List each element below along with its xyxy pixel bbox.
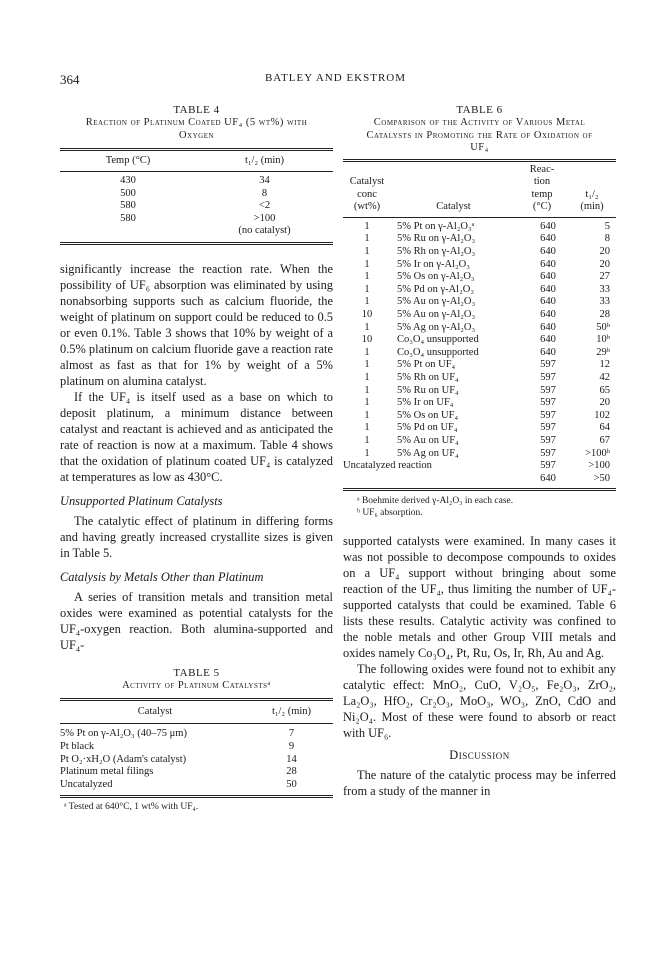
table-cell: 640: [540, 346, 556, 358]
table-cell: 1: [364, 220, 370, 232]
table-6-footnote-b: ᵇ UF₆ absorption.: [357, 508, 423, 519]
table-5-grid: [60, 701, 333, 723]
table-cell: 50ᵇ: [596, 321, 610, 333]
table-cell: 102: [594, 409, 610, 421]
table-cell: 1: [364, 372, 370, 383]
table-cell: 597: [540, 409, 556, 421]
table-cell: 5: [604, 220, 610, 232]
table-4-body: [60, 175, 333, 238]
table-cell: Pt black: [60, 741, 95, 753]
table-cell: 10: [361, 309, 373, 321]
table-cell: 12: [599, 359, 610, 371]
table-6-body: [343, 221, 616, 485]
page-number: 364: [60, 72, 80, 87]
table-cell: 640: [540, 334, 556, 346]
table-cell: Uncatalyzed: [60, 778, 113, 790]
table-row: [343, 296, 616, 309]
table-cell: 33: [599, 283, 610, 295]
table-cell: 5% Ag on UF₄: [397, 447, 459, 459]
table-cell: 5% Au on γ-Al₂O₃: [397, 296, 476, 308]
table-cell: 597: [540, 384, 556, 396]
table-cell: >100: [588, 460, 610, 472]
table-6-header-temp: Reac- tion temp (°C): [529, 163, 555, 213]
table-cell: [60, 225, 196, 238]
table-cell: 5% Pd on UF₄: [397, 422, 458, 434]
table-cell: 640: [540, 220, 556, 232]
table-cell: 640: [540, 233, 556, 245]
table-cell: 33: [599, 296, 610, 308]
table-row: [343, 347, 616, 360]
table-cell: 1: [364, 321, 370, 333]
table-cell: [343, 473, 522, 486]
table-row: [60, 175, 333, 188]
table-cell: 5% Pt on UF₄: [397, 359, 456, 371]
table-4-grid: [60, 151, 333, 171]
paragraph: The catalytic effect of platinum in differing forms and having greatly increased crystallite sizes is given in Table 5.: [60, 513, 333, 560]
table-cell: 64: [599, 422, 610, 434]
table-cell: Pt O₂·xH₂O (Adam's catalyst): [60, 753, 187, 765]
table-4-title: TABLE 4: [173, 104, 220, 116]
table-cell: 1: [364, 447, 370, 459]
table-6-caption: Comparison of the Activity of Various Metal Catalysts in Promoting the Rate of Oxidation of UF₄: [366, 117, 593, 153]
table-cell: 640: [540, 472, 556, 484]
table-4-caption: Reaction of Platinum Coated UF₄ (5 wt%) with Oxygen: [85, 117, 308, 141]
table-cell: 7: [288, 728, 295, 740]
table-row: [343, 397, 616, 410]
table-cell: 597: [540, 422, 556, 434]
table-cell: 1: [364, 258, 370, 270]
table-row: [60, 728, 333, 741]
table-row: [343, 322, 616, 335]
table-cell: 597: [540, 397, 556, 409]
paragraph: The following oxides were found not to exhibit any catalytic effect: MnO₂, CuO, V₂O₅, Fe₂O₃, ZrO₂, La₂O₃, HfO₂, Cr₂O₃, MoO₃, WO₃, ZnO, CdO and Ni₂O₄. Most of these were found to absorb or react with UF₆.: [343, 662, 616, 741]
table-cell: 5% Rh on γ-Al₂O₃: [397, 246, 476, 258]
table-row: [343, 410, 616, 423]
paragraph: The nature of the catalytic process may be inferred from a study of the manner in: [343, 768, 616, 799]
table-cell: 1: [364, 246, 370, 258]
table-cell: 5% Au on γ-Al₂O₃: [397, 309, 476, 321]
table-row: [60, 200, 333, 213]
paragraph: If the UF₄ is itself used as a base on which to deposit platinum, a minimum distance between catalyst and reactant is achieved and as anticipated the rate of reaction is now at a maximum. Table 4 shows that the oxidation of platinum coated UF₄ is catalyzed at temperatures as low as 430°C.: [60, 389, 333, 484]
table-cell: 640: [540, 258, 556, 270]
page-header: [0, 72, 671, 88]
table-row: [343, 385, 616, 398]
left-column: [60, 104, 333, 813]
table-5-footnote: ᵃ Tested at 640°C, 1 wt% with UF₄.: [64, 802, 199, 813]
table-cell: 9: [288, 741, 295, 753]
table-cell: >100: [253, 212, 276, 224]
table-cell: 1: [364, 397, 370, 409]
table-row: [343, 309, 616, 322]
table-cell: 640: [540, 283, 556, 295]
table-cell: >50: [593, 472, 610, 484]
table-row: [343, 359, 616, 372]
table-cell: 500: [120, 187, 136, 199]
table-row: [343, 221, 616, 234]
table-cell: 20: [599, 258, 610, 270]
table-cell: 5% Ir on γ-Al₂O₃: [397, 258, 470, 270]
table-6: [343, 104, 616, 519]
table-cell: 1: [364, 271, 370, 283]
table-cell: 597: [540, 359, 556, 371]
table-row: [60, 779, 333, 792]
table-cell: 20: [599, 397, 610, 409]
right-body-text: [343, 533, 616, 799]
table-cell: 640: [540, 271, 556, 283]
table-row: [60, 766, 333, 779]
paragraph: A series of transition metals and transition metal oxides were examined as potential catalysts for the UF₄-oxygen reaction. Both alumina-supported and UF₄-: [60, 589, 333, 652]
table-cell: <2: [258, 200, 271, 212]
table-cell: 597: [540, 434, 556, 446]
table-row: [343, 334, 616, 347]
table-cell: 50: [286, 778, 297, 790]
table-6-title: TABLE 6: [456, 104, 503, 116]
table-cell: 28: [599, 309, 610, 321]
table-cell: 5% Pt on γ-Al₂O₃ᵃ: [397, 220, 475, 232]
table-row: [60, 754, 333, 767]
table-5-title: TABLE 5: [173, 666, 220, 679]
table-cell: 640: [540, 296, 556, 308]
section-heading: Catalysis by Metals Other than Platinum: [60, 569, 264, 584]
table-6-header-catalyst: Catalyst: [436, 201, 471, 213]
table-cell: 34: [259, 175, 270, 186]
table-cell: 640: [540, 309, 556, 321]
table-cell: 1: [364, 359, 370, 371]
table-cell: Co₃O₄ unsupported: [397, 334, 479, 346]
table-cell: Uncatalyzed reaction: [343, 460, 432, 472]
table-cell: 640: [540, 246, 556, 258]
table-row: [343, 473, 616, 486]
table-cell: 5% Pt on γ-Al₂O₃ (40–75 μm): [60, 728, 187, 740]
table-cell: Platinum metal filings: [60, 766, 154, 778]
table-row: [343, 271, 616, 284]
table-row: [343, 422, 616, 435]
paragraph: supported catalysts were examined. In many cases it was not possible to decompose compounds to oxides on a UF₄ support without bringing about some reaction of the UF₄, thus limiting the number of UF₄-supported catalysts that could be examined. Table 6 lists these results. Catalytic activity was confined to the noble metals and other Group VIII metals and oxides namely Co₃O₄, Pt, Ru, Os, Ir, Rh, Au and Ag.: [343, 534, 616, 661]
table-cell: 430: [120, 175, 136, 186]
table-cell: >100ᵇ: [585, 447, 610, 459]
table-cell: 1: [364, 346, 370, 358]
table-6-header-t: t₁/₂ (min): [580, 188, 604, 213]
table-cell: 42: [599, 372, 610, 383]
table-cell: 5% Rh on UF₄: [397, 372, 459, 383]
table-cell: 8: [261, 187, 268, 199]
table-cell: (no catalyst): [238, 225, 291, 237]
table-cell: 8: [604, 233, 610, 245]
table-5-header-t: t₁/₂ (min): [271, 706, 312, 718]
table-6-footnote-a: ᵃ Boehmite derived γ-Al₂O₃ in each case.: [357, 496, 514, 507]
table-cell: 5% Ru on UF₄: [397, 384, 459, 396]
running-title: BATLEY AND EKSTROM: [264, 72, 407, 84]
table-5-caption: Activity of Platinum Catalystsᵃ: [122, 679, 271, 691]
table-row: [343, 246, 616, 259]
table-cell: 14: [286, 753, 297, 765]
table-6-header: [343, 164, 616, 214]
table-cell: 580: [120, 212, 136, 224]
table-cell: 1: [364, 296, 370, 308]
table-cell: 5% Os on γ-Al₂O₃: [397, 271, 475, 283]
table-4-header-temp: Temp (°C): [105, 154, 151, 166]
table-row: [60, 225, 333, 238]
section-heading: Unsupported Platinum Catalysts: [60, 493, 223, 508]
table-5-header-catalyst: Catalyst: [137, 706, 173, 718]
table-cell: 65: [599, 384, 610, 396]
table-cell: 5% Au on UF₄: [397, 434, 459, 446]
table-cell: 5% Os on UF₄: [397, 409, 459, 421]
table-cell: 597: [540, 447, 556, 459]
table-cell: 20: [599, 246, 610, 258]
table-cell: 27: [599, 271, 610, 283]
table-cell: 640: [540, 321, 556, 333]
table-row: [343, 372, 616, 385]
table-cell: 5% Ir on UF₄: [397, 397, 454, 409]
table-cell: 5% Ru on γ-Al₂O₃: [397, 233, 476, 245]
table-row: [60, 188, 333, 201]
table-5: [60, 667, 333, 813]
left-body-text: [60, 261, 333, 653]
table-row: [343, 259, 616, 272]
table-row: [60, 741, 333, 754]
table-row: [343, 448, 616, 461]
paragraph: significantly increase the reaction rate. When the possibility of UF₆ absorption was eliminated by using nonabsorbing supports such as calcium fluoride, the weight of platinum on support could be reduced to 0.5 or even 0.1%. Table 3 shows that 10% by weight of a 0.5% platinum on calcium fluoride gave a reaction rate almost as fast as that for 1% by weight of a 5% platinum on alumina catalyst.: [60, 261, 333, 388]
table-row: [343, 233, 616, 246]
table-cell: 1: [364, 409, 370, 421]
section-heading: Discussion: [449, 748, 510, 763]
table-row: [343, 284, 616, 297]
table-4-header-t: t₁/₂ (min): [244, 154, 285, 166]
table-cell: 597: [540, 372, 556, 383]
table-cell: 1: [364, 434, 370, 446]
table-cell: 29ᵇ: [596, 346, 610, 358]
table-cell: 10: [361, 334, 373, 346]
table-row: [343, 460, 616, 473]
table-cell: 5% Ag on γ-Al₂O₃: [397, 321, 476, 333]
right-column: [343, 104, 616, 799]
table-cell: 1: [364, 283, 370, 295]
table-4: [60, 104, 333, 245]
table-cell: 1: [364, 384, 370, 396]
table-row: [343, 435, 616, 448]
table-cell: 1: [364, 233, 370, 245]
table-cell: 1: [364, 422, 370, 434]
table-6-header-conc: Catalyst conc (wt%): [349, 176, 385, 213]
table-5-body: [60, 728, 333, 791]
table-cell: 5% Pd on γ-Al₂O₃: [397, 283, 475, 295]
table-cell: 597: [540, 460, 556, 472]
table-cell: 67: [599, 434, 610, 446]
table-row: [60, 213, 333, 226]
table-cell: Co₃O₄ unsupported: [397, 346, 479, 358]
table-cell: 580: [120, 200, 136, 212]
table-cell: 28: [286, 766, 297, 778]
table-cell: 10ᵇ: [596, 334, 610, 346]
